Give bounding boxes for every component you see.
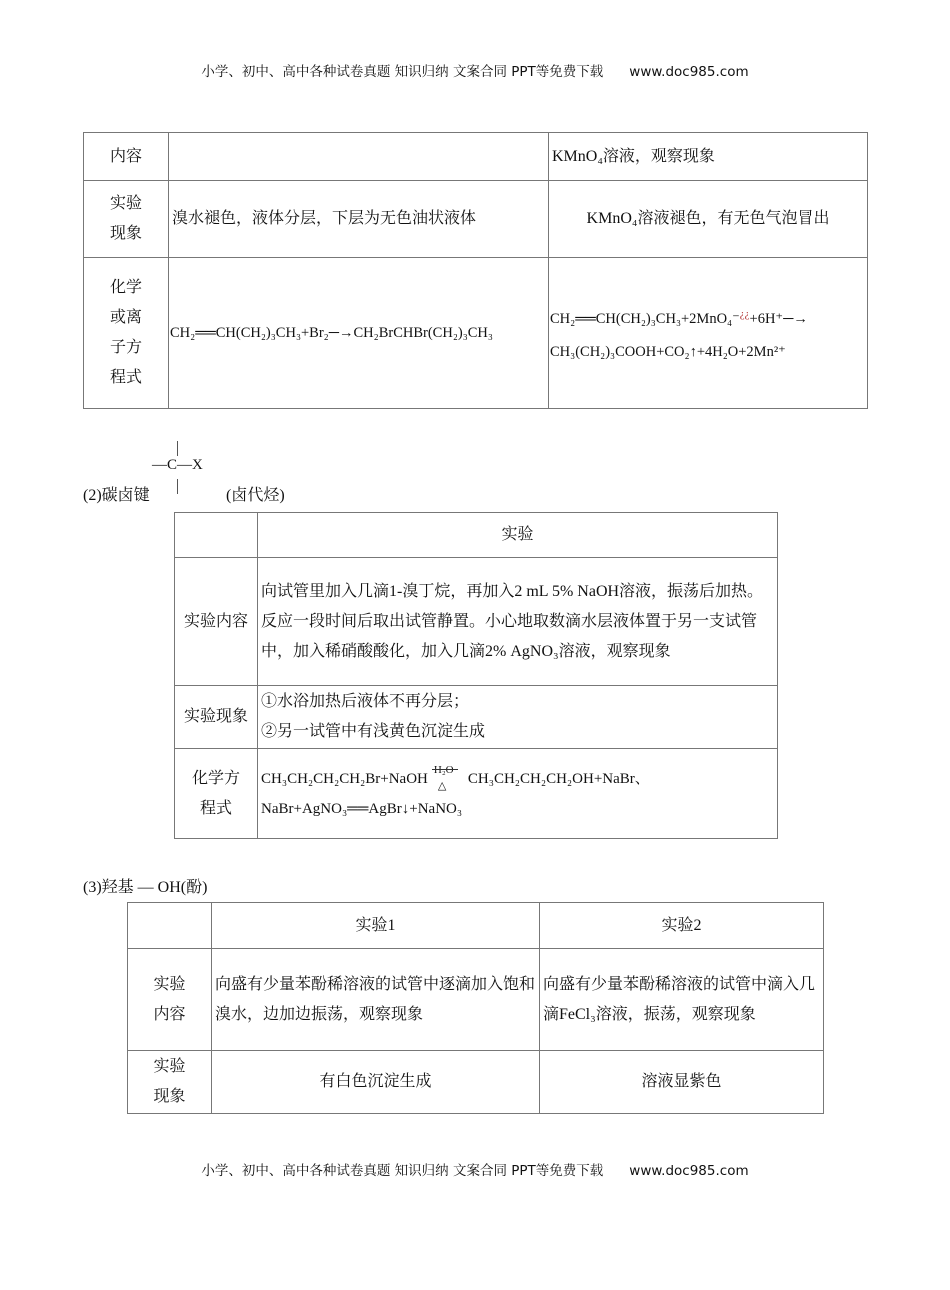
table-row bbox=[84, 258, 868, 409]
table-row bbox=[84, 133, 868, 181]
header-text: 小学、初中、高中各种试卷真题 知识归纳 文案合同 PPT等免费下载 bbox=[201, 64, 604, 80]
row-label: 化学或离子方程式 bbox=[84, 258, 169, 409]
eq-part: CH₃CH₂CH₂CH₂OH+NaBr、 bbox=[467, 770, 650, 787]
cell: 有白色沉淀生成 bbox=[212, 1051, 540, 1114]
cell: KMnO₄溶液，观察现象 bbox=[549, 133, 868, 181]
table-row bbox=[84, 181, 868, 258]
table-row bbox=[175, 686, 778, 749]
row-label: 实验内容 bbox=[175, 558, 258, 686]
column-header: 实验 bbox=[258, 513, 778, 558]
cell: 溴水褪色，液体分层，下层为无色油状液体 bbox=[169, 181, 549, 258]
eq-part: NaBr+AgNO₃══AgBr↓+NaNO₃ bbox=[261, 800, 463, 817]
column-header: 实验2 bbox=[540, 903, 824, 949]
carbon-halogen-structure: —C—X bbox=[152, 457, 203, 473]
table-haloalkane bbox=[174, 512, 778, 839]
cell: 向盛有少量苯酚稀溶液的试管中滴入几滴FeCl₃溶液，振荡，观察现象 bbox=[540, 949, 824, 1051]
section-title: (3)羟基 — OH(酚) bbox=[83, 879, 208, 896]
row-label: 实验现象 bbox=[128, 1051, 212, 1114]
arrow-condition: H₂O bbox=[433, 764, 454, 777]
ionic-equation bbox=[549, 258, 868, 409]
section-note: (卤代烃) bbox=[226, 487, 285, 504]
eq-artifact: ¿¿ bbox=[739, 307, 750, 320]
eq-part: CH₂══CH(CH₂)₃CH₃+2MnO₄⁻ bbox=[550, 310, 740, 327]
heat-icon: △ bbox=[437, 780, 447, 793]
table-row bbox=[175, 558, 778, 686]
cell: 向盛有少量苯酚稀溶液的试管中逐滴加入饱和溴水，边加边振荡，观察现象 bbox=[212, 949, 540, 1051]
equation bbox=[258, 749, 778, 839]
table-row bbox=[128, 949, 824, 1051]
observation: ①水浴加热后液体不再分层； bbox=[261, 693, 470, 710]
cell: KMnO₄溶液褪色，有无色气泡冒出 bbox=[549, 181, 868, 258]
row-label: 化学方程式 bbox=[175, 749, 258, 839]
row-label: 实验现象 bbox=[84, 181, 169, 258]
cell: 向试管里加入几滴1-溴丁烷，再加入2 mL 5% NaOH溶液，振荡后加热。反应一段时间后取出试管静置。小心地取数滴水层液体置于另一支试管中，加入稀硝酸酸化，加入几滴2% AgNO₃溶液，观察现象 bbox=[258, 558, 778, 686]
cell bbox=[169, 133, 549, 181]
cell: 溶液显紫色 bbox=[540, 1051, 824, 1114]
row-label: 内容 bbox=[84, 133, 169, 181]
table-alkene-reactions bbox=[83, 132, 868, 409]
eq-part: CH₃CH₂CH₂CH₂Br+NaOH bbox=[261, 770, 428, 787]
table-phenol bbox=[127, 902, 824, 1114]
table-row bbox=[128, 903, 824, 949]
cell bbox=[258, 686, 778, 749]
column-header: 实验1 bbox=[212, 903, 540, 949]
header-url[interactable]: www.doc985.com bbox=[629, 64, 749, 80]
row-label: 实验现象 bbox=[175, 686, 258, 749]
row-label: 实验内容 bbox=[128, 949, 212, 1051]
reaction-arrow bbox=[428, 764, 468, 793]
column-header bbox=[128, 903, 212, 949]
footer-text: 小学、初中、高中各种试卷真题 知识归纳 文案合同 PPT等免费下载 bbox=[201, 1163, 604, 1179]
table-row bbox=[175, 749, 778, 839]
page-header bbox=[0, 60, 950, 80]
page-footer bbox=[0, 1159, 950, 1179]
eq-part: +6H⁺─→ bbox=[749, 310, 808, 327]
footer-url[interactable]: www.doc985.com bbox=[629, 1163, 749, 1179]
table-row bbox=[128, 1051, 824, 1114]
equation: CH₂══CH(CH₂)₃CH₃+Br₂─→CH₂BrCHBr(CH₂)₃CH₃ bbox=[169, 258, 549, 409]
eq-part: CH₃(CH₂)₃COOH+CO₂↑+4H₂O+2Mn²⁺ bbox=[550, 344, 786, 361]
table-row bbox=[175, 513, 778, 558]
observation: ②另一试管中有浅黄色沉淀生成 bbox=[261, 723, 486, 740]
section-title: (2)碳卤键 bbox=[83, 487, 150, 504]
